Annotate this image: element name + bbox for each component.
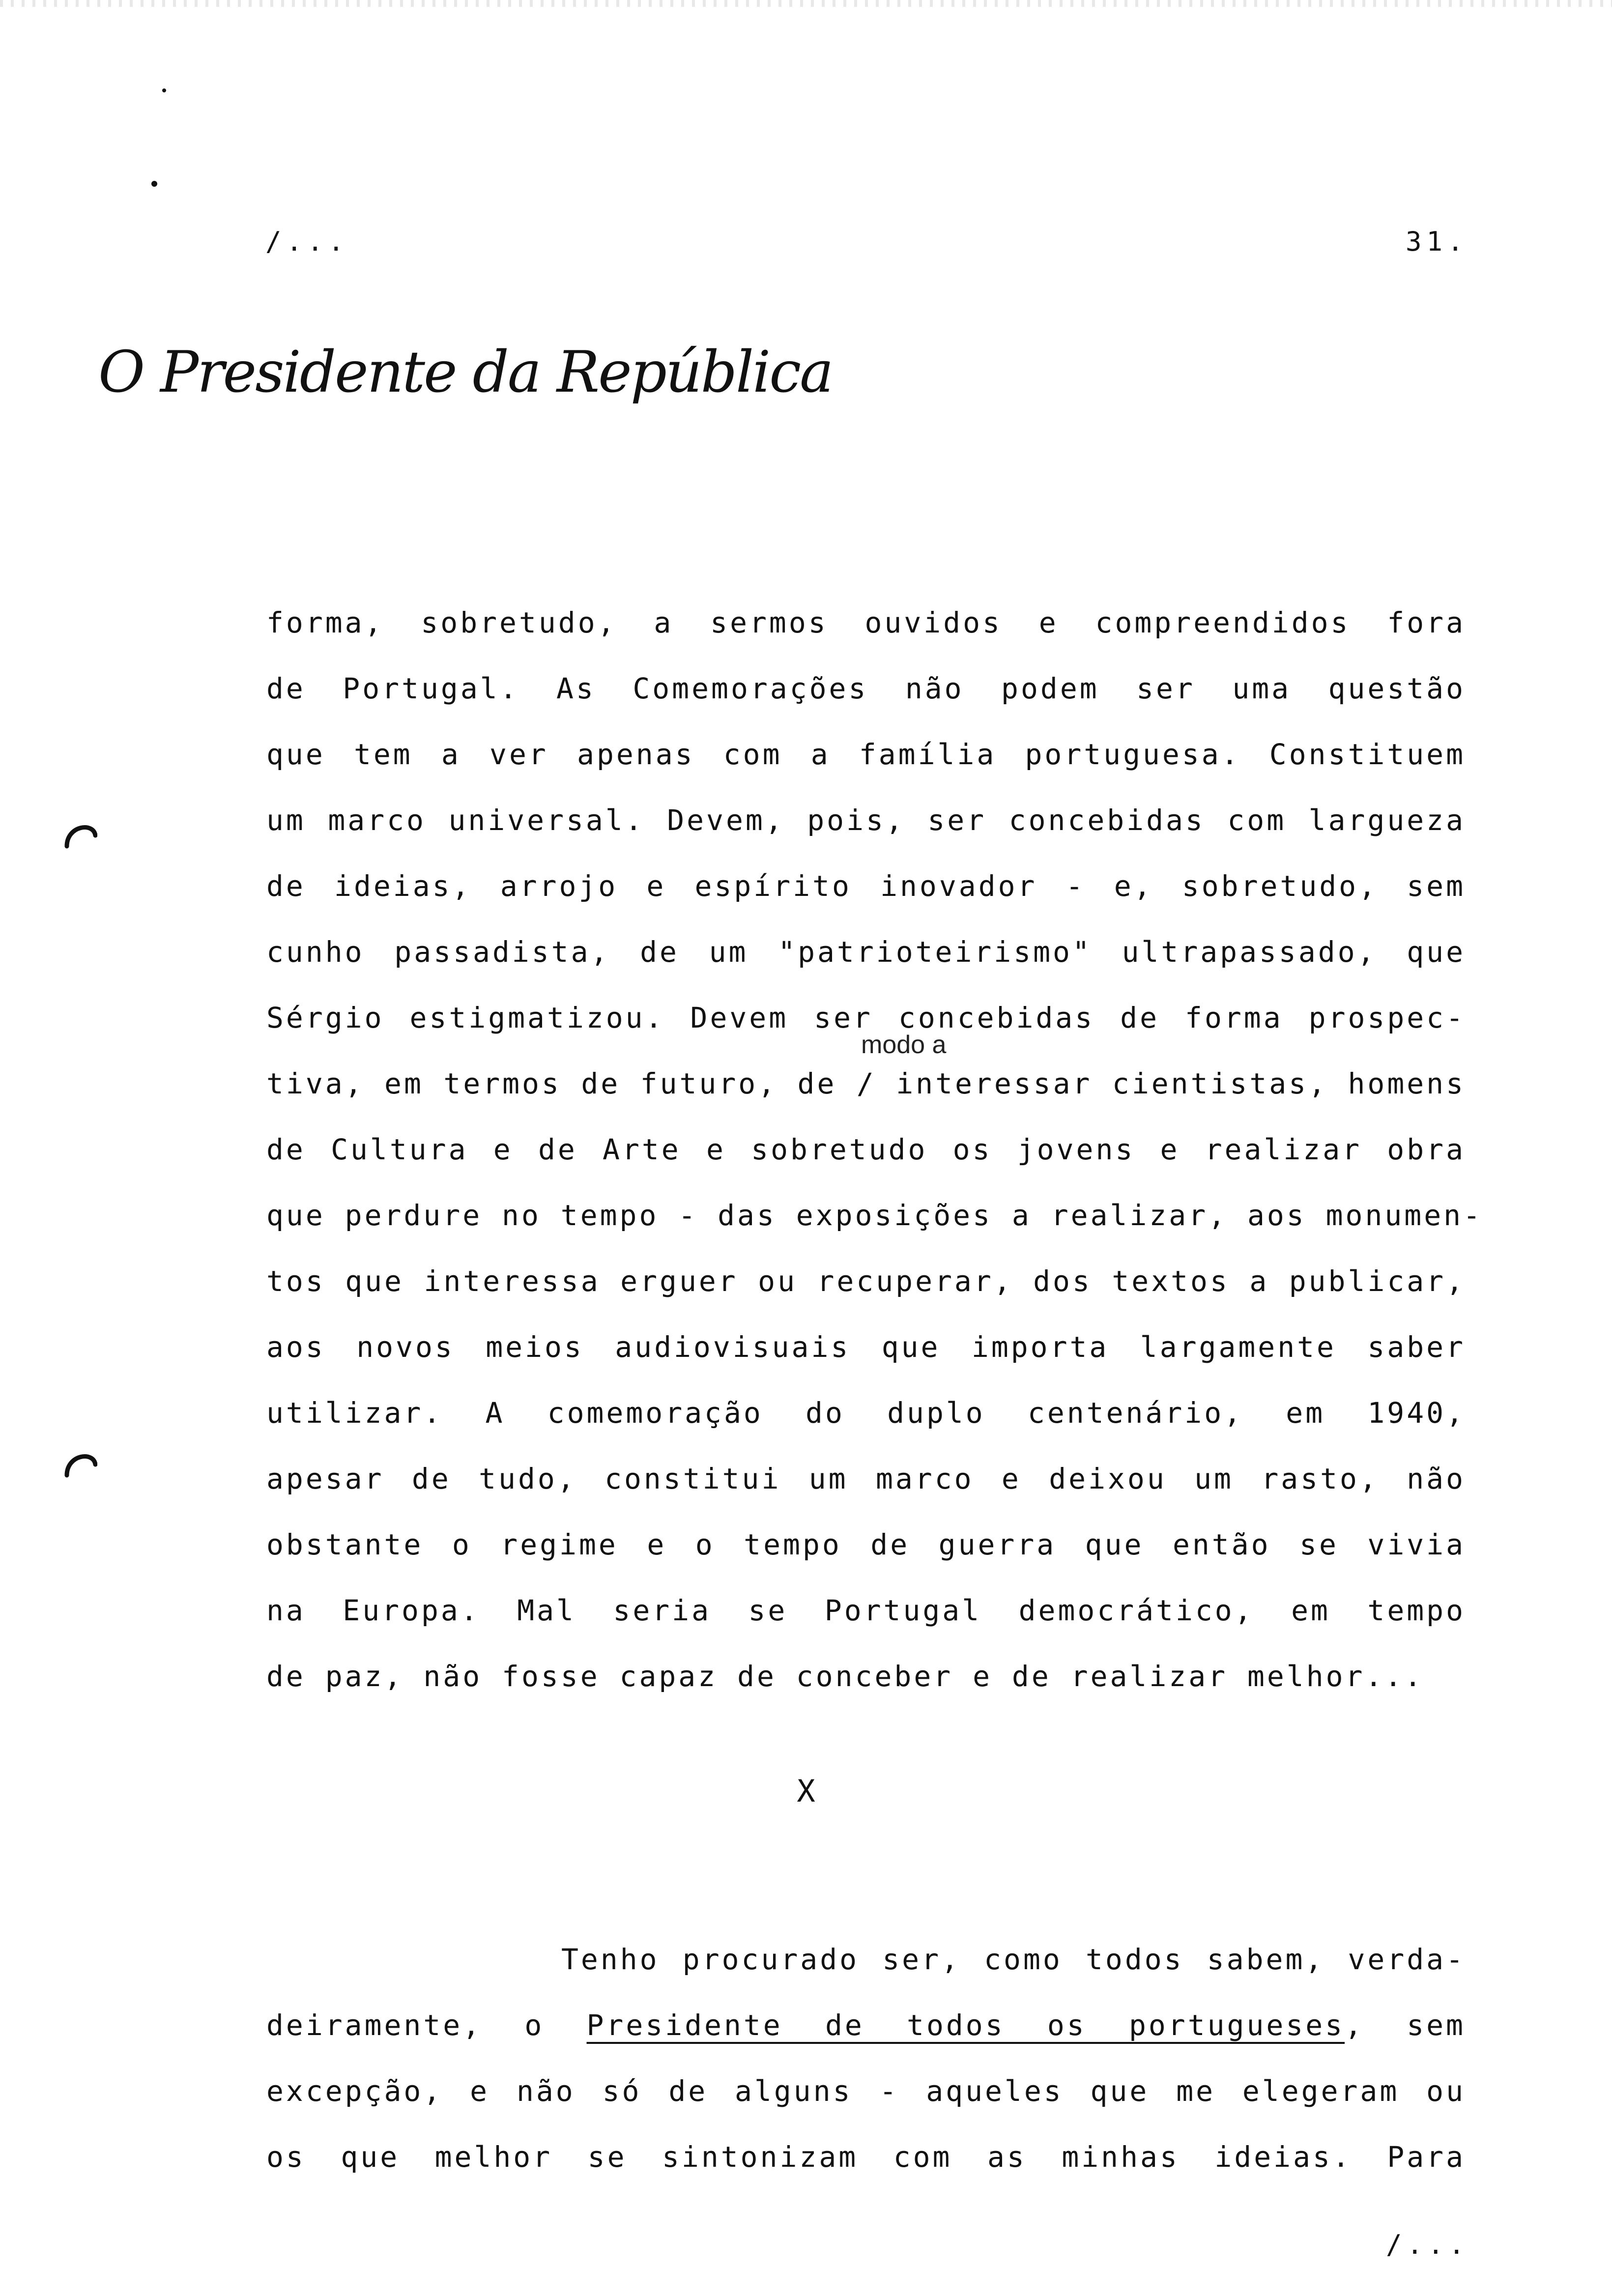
text-line: que perdure no tempo - das exposições a realizar, aos monumen- bbox=[266, 1199, 1483, 1232]
punch-hole-icon bbox=[63, 816, 97, 850]
text-line: tiva, em termos de futuro, de / interessar cientistas, homens bbox=[266, 1067, 1466, 1100]
scan-speck bbox=[151, 181, 157, 187]
handwritten-insertion: modo a bbox=[861, 1031, 947, 1059]
text-line: excepção, e não só de alguns - aqueles que me elegeram ou bbox=[266, 2074, 1466, 2108]
text-fragment: deiramente, o bbox=[266, 2009, 587, 2042]
body-paragraph-2 bbox=[266, 1926, 1466, 2190]
text-line: Sérgio estigmatizou. Devem ser concebidas de forma prospec- bbox=[266, 1001, 1466, 1034]
continuation-mark-top: /... bbox=[265, 226, 349, 257]
text-line: forma, sobretudo, a sermos ouvidos e compreendidos fora bbox=[266, 606, 1466, 639]
continuation-mark-bottom: /... bbox=[1386, 2229, 1470, 2260]
text-line: de ideias, arrojo e espírito inovador - e, sobretudo, sem bbox=[266, 869, 1466, 903]
text-line bbox=[266, 1992, 1466, 2058]
punch-hole-icon bbox=[63, 1445, 97, 1479]
text-line: cunho passadista, de um "patrioteirismo" ultrapassado, que bbox=[266, 935, 1466, 969]
text-line: os que melhor se sintonizam com as minhas ideias. Para bbox=[266, 2140, 1466, 2174]
text-line: que tem a ver apenas com a família portuguesa. Constituem bbox=[266, 738, 1466, 771]
underlined-phrase: Presidente de todos os portugueses bbox=[586, 2009, 1345, 2042]
body-paragraph bbox=[266, 590, 1483, 1709]
text-line: um marco universal. Devem, pois, ser concebidas com largueza bbox=[266, 804, 1466, 837]
scan-speck bbox=[162, 88, 166, 92]
page-number: 31. bbox=[1406, 226, 1468, 257]
text-line: Tenho procurado ser, como todos sabem, verda- bbox=[561, 1943, 1466, 1976]
section-separator: X bbox=[797, 1773, 815, 1809]
scan-edge-artifact bbox=[0, 0, 1612, 7]
letterhead: O Presidente da República bbox=[98, 339, 833, 405]
text-line: utilizar. A comemoração do duplo centenário, em 1940, bbox=[266, 1396, 1466, 1430]
text-line: apesar de tudo, constitui um marco e deixou um rasto, não bbox=[266, 1462, 1466, 1495]
text-line: tos que interessa erguer ou recuperar, dos textos a publicar, bbox=[266, 1264, 1466, 1298]
text-fragment: , sem bbox=[1345, 2009, 1466, 2042]
text-line: de paz, não fosse capaz de conceber e de realizar melhor... bbox=[266, 1660, 1424, 1693]
text-line: de Cultura e de Arte e sobretudo os jovens e realizar obra bbox=[266, 1133, 1466, 1166]
text-line: obstante o regime e o tempo de guerra que então se vivia bbox=[266, 1528, 1466, 1561]
text-line: na Europa. Mal seria se Portugal democrático, em tempo bbox=[266, 1594, 1466, 1627]
text-line: de Portugal. As Comemorações não podem ser uma questão bbox=[266, 672, 1466, 705]
text-line: aos novos meios audiovisuais que importa largamente saber bbox=[266, 1330, 1466, 1364]
